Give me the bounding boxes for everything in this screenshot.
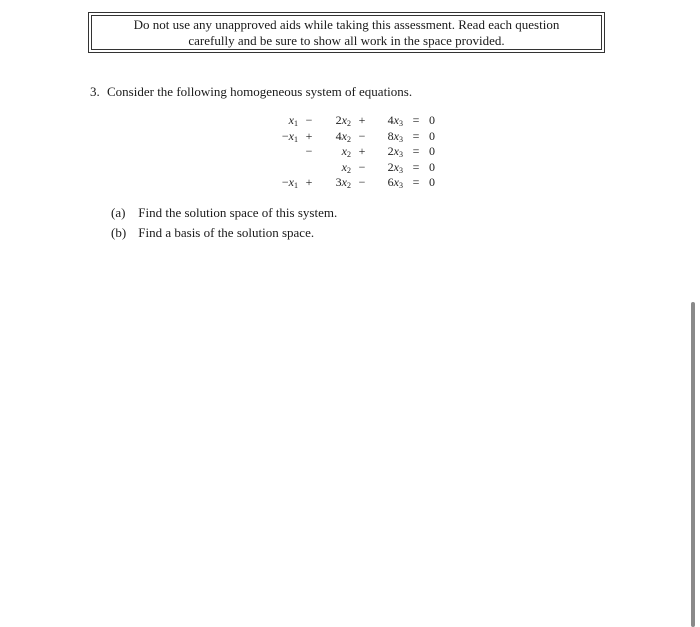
equation-equals-sign: = [412, 175, 420, 189]
equation-x1-term: $x_1$ [288, 113, 298, 128]
part-a-label: (a) [111, 205, 126, 220]
part-b-label: (b) [111, 225, 127, 240]
equation-right-hand-side: 0 [429, 128, 435, 143]
equation-x2-term: $4x_2$ [335, 128, 351, 144]
scrollbar-thumb[interactable] [691, 302, 695, 627]
equation-x1-term: $-x_1$ [281, 128, 298, 144]
equation-row [268, 175, 443, 191]
equation-x3-term: $2x_3$ [387, 159, 403, 175]
question-heading [90, 84, 412, 100]
equation-right-hand-side: 0 [429, 113, 435, 127]
equation-equals-sign: = [412, 113, 420, 127]
equation-x3-term: $4x_3$ [387, 113, 403, 128]
part-b [111, 223, 337, 243]
question-parts [111, 203, 337, 243]
equation-x2-term: $x_2$ [341, 144, 351, 159]
equation-operator: − [305, 113, 313, 127]
instructions-line-2: carefully and be sure to show all work in the space provided. [188, 32, 505, 48]
equation-x1-term [268, 160, 298, 176]
instructions-inner-border [91, 15, 602, 50]
equation-equals-sign: = [412, 144, 420, 158]
equation-x2-term: $x_2$ [341, 159, 351, 175]
equation-operator: − [358, 175, 366, 189]
part-b-text: Find a basis of the solution space. [138, 225, 315, 240]
equation-operator: + [305, 175, 313, 189]
equation-operator: + [358, 113, 366, 127]
equation-operator [298, 160, 320, 176]
equation-operator: − [305, 144, 313, 158]
equation-equals-sign: = [412, 159, 420, 174]
question-text: Consider the following homogeneous system of equations. [107, 84, 413, 99]
equation-row [268, 160, 443, 176]
equation-right-hand-side: 0 [429, 175, 435, 189]
equation-right-hand-side: 0 [429, 144, 435, 158]
part-a [111, 203, 337, 223]
equation-row [268, 129, 443, 145]
equation-right-hand-side: 0 [429, 159, 435, 174]
equation-row [268, 144, 443, 160]
equation-x1-term [268, 144, 298, 160]
equation-equals-sign: = [412, 128, 420, 143]
equation-x3-term: $2x_3$ [387, 144, 403, 159]
equation-x3-term: $8x_3$ [387, 128, 403, 144]
equation-x2-term: $2x_2$ [335, 113, 351, 128]
question-number: 3. [90, 84, 100, 99]
equation-x1-term: $-x_1$ [281, 175, 298, 190]
equation-system [268, 113, 443, 191]
instructions-line-1: Do not use any unapproved aids while taking this assessment. Read each question [133, 16, 560, 32]
equation-row [268, 113, 443, 129]
equation-x3-term: $6x_3$ [387, 175, 403, 190]
instructions-box [88, 12, 605, 53]
part-a-text: Find the solution space of this system. [138, 205, 338, 220]
equation-operator: − [358, 128, 366, 143]
equation-operator: − [358, 159, 366, 174]
equation-x2-term: $3x_2$ [335, 175, 351, 190]
equation-operator: + [358, 144, 366, 158]
equation-operator: + [305, 128, 313, 143]
